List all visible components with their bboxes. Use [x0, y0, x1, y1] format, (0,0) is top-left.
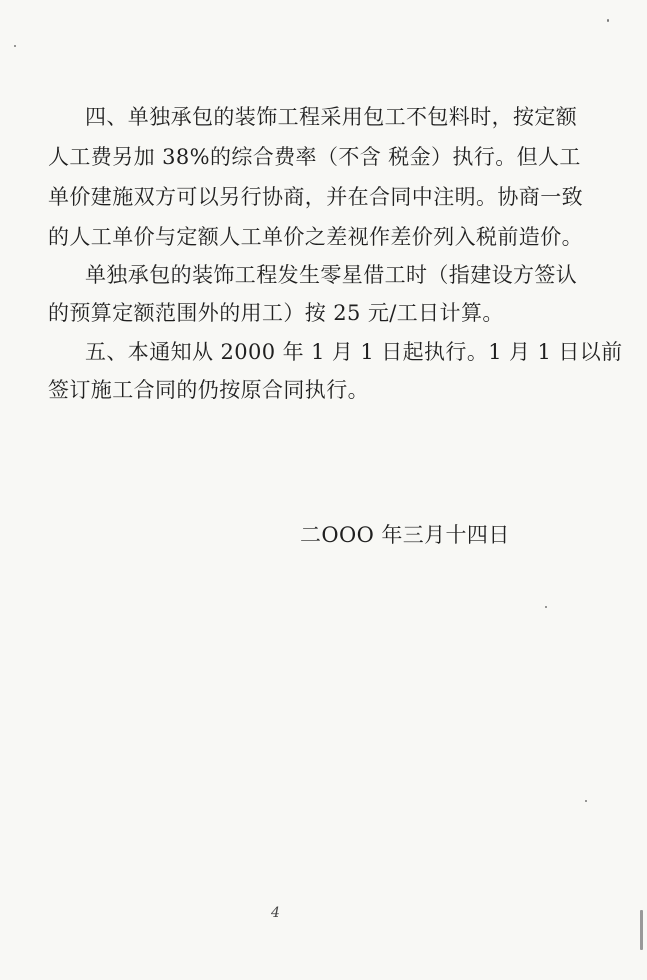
section-four-line-2: 人工费另加 38%的综合费率（不含 税金）执行。但人工: [48, 145, 581, 169]
section-four-line-3: 单价建施双方可以另行协商，并在合同中注明。协商一致: [48, 185, 583, 209]
scan-speck: [545, 606, 547, 608]
scan-speck: [607, 19, 609, 22]
odd-jobs-line-1: 单独承包的装饰工程发生零星借工时（指建设方签认: [85, 263, 578, 287]
document-date: 二OOO 年三月十四日: [300, 523, 510, 547]
section-four-line-4: 的人工单价与定额人工单价之差视作差价列入税前造价。: [48, 225, 583, 249]
section-five-line-1: 五、本通知从 2000 年 1 月 1 日起执行。1 月 1 日以前: [85, 340, 623, 364]
odd-jobs-line-2: 的预算定额范围外的用工）按 25 元/工日计算。: [48, 301, 504, 325]
page-number: 4: [271, 905, 280, 921]
section-five-line-2: 签订施工合同的仍按原合同执行。: [48, 378, 369, 402]
section-four-line-1: 四、单独承包的装饰工程采用包工不包料时，按定额: [85, 105, 578, 129]
scan-speck: [14, 45, 16, 47]
scan-edge-mark: [640, 910, 643, 950]
scan-speck: [585, 800, 587, 802]
